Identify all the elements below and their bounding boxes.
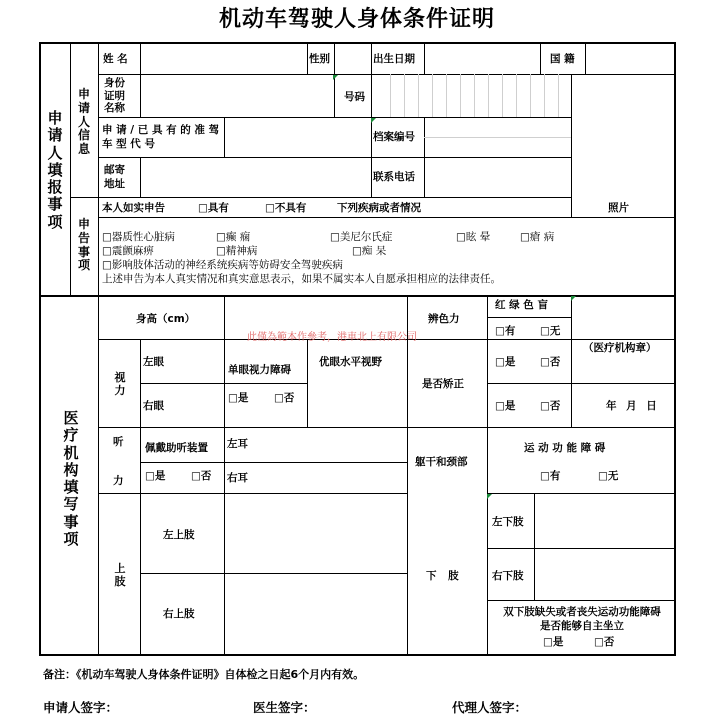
comment-marker [571, 296, 576, 301]
disease-hysteria-checkbox[interactable]: □瘡 病 [520, 231, 555, 243]
file-no-label: 档案编号 [373, 131, 415, 143]
disease-vertigo-checkbox[interactable]: □眩 晕 [456, 231, 491, 243]
medical-section-label: 医疗机构填写事项 [63, 409, 79, 548]
height-label: 身高（cm） [136, 313, 196, 325]
right-lower-limb-label: 右下肢 [492, 570, 524, 582]
left-ear-label: 左耳 [227, 438, 248, 450]
mono-vision-no-checkbox[interactable]: □否 [274, 392, 295, 404]
watermark: 此僅為範本作參考，港車北上有限公司 [247, 332, 417, 343]
declaration-text: 上述申告为本人真实情况和真实意思表示，如果不属实本人自愿承担相应的法律责任。 [102, 273, 501, 285]
declare-has-checkbox[interactable]: □具有 [198, 202, 229, 214]
corrected-label: 是否矫正 [422, 378, 464, 390]
right-upper-limb-label: 右上肢 [163, 608, 195, 620]
left-eye-label: 左眼 [143, 356, 164, 368]
hearing-label-2: 力 [113, 475, 124, 487]
disease-heart-checkbox[interactable]: □器质性心脏病 [102, 231, 175, 243]
date-label: 年 月 日 [606, 400, 657, 412]
name-label: 姓 名 [103, 53, 128, 65]
motor-have-checkbox[interactable]: □有 [540, 470, 561, 482]
sex-label: 性别 [309, 53, 330, 65]
medical-seal-label: （医疗机构章） [583, 342, 657, 354]
right-corrected-yes-checkbox[interactable]: □是 [495, 400, 516, 412]
declare-label: 申告事项 [77, 217, 90, 273]
comment-marker [333, 75, 338, 80]
right-corrected-no-checkbox[interactable]: □否 [540, 400, 561, 412]
applicant-signature-label: 申请人签字： [43, 700, 119, 715]
trunk-neck-label: 躯干和颈部 [415, 456, 468, 468]
id-number-label: 号码 [344, 91, 365, 103]
disease-dementia-checkbox[interactable]: □痴 呆 [352, 245, 387, 257]
disease-tremor-checkbox[interactable]: □震颤麻痹 [102, 245, 154, 257]
right-ear-label: 右耳 [227, 472, 248, 484]
color-blind-none-checkbox[interactable]: □无 [540, 325, 561, 337]
comment-marker [487, 494, 492, 499]
left-corrected-no-checkbox[interactable]: □否 [540, 356, 561, 368]
declare-line: 本人如实申告 [102, 202, 165, 214]
comment-marker [371, 118, 376, 123]
color-blind-label: 红 绿 色 盲 [495, 299, 548, 311]
address-label: 邮寄地址 [104, 164, 125, 191]
lower-loss-no-checkbox[interactable]: □否 [594, 636, 615, 648]
doctor-signature-label: 医生签字： [253, 700, 316, 715]
left-lower-limb-label: 左下肢 [492, 516, 524, 528]
id-doc-label: 身份证明名称 [104, 77, 125, 115]
upper-limb-label: 上肢 [114, 562, 126, 588]
dob-label: 出生日期 [373, 53, 415, 65]
color-blind-have-checkbox[interactable]: □有 [495, 325, 516, 337]
right-eye-label: 右眼 [143, 400, 164, 412]
left-upper-limb-label: 左上肢 [163, 529, 195, 541]
photo-label: 照片 [608, 202, 629, 214]
agent-signature-label: 代理人签字： [452, 700, 528, 715]
motor-none-checkbox[interactable]: □无 [598, 470, 619, 482]
disease-psychosis-checkbox[interactable]: □精神病 [216, 245, 258, 257]
disease-neuro-checkbox[interactable]: □影响肢体活动的神经系统疾病等妨碍安全驾驶疾病 [102, 259, 343, 271]
lower-loss-question: 双下肢缺失或者丧失运动功能障碍是否能够自主坐立 [503, 606, 661, 633]
applicant-info-label: 申请人信息 [77, 87, 90, 157]
left-corrected-yes-checkbox[interactable]: □是 [495, 356, 516, 368]
mono-vision-yes-checkbox[interactable]: □是 [228, 392, 249, 404]
page-title: 机动车驾驶人身体条件证明 [218, 7, 495, 32]
nationality-label: 国 籍 [550, 53, 575, 65]
vision-label: 视力 [114, 371, 126, 397]
phone-label: 联系电话 [373, 171, 415, 183]
applicant-section-label: 申请人填报事项 [47, 109, 63, 231]
disease-meniere-checkbox[interactable]: □美尼尔氏症 [330, 231, 393, 243]
validity-note: 备注：《机动车驾驶人身体条件证明》自体检之日起6个月内有效。 [43, 668, 365, 681]
hearing-aid-yes-checkbox[interactable]: □是 [145, 470, 166, 482]
hearing-aid-label: 佩戴助听装置 [145, 442, 208, 454]
motor-impair-label: 运 动 功 能 障 碍 [524, 442, 606, 454]
better-eye-field-label: 优眼水平视野 [319, 356, 382, 368]
declare-not-checkbox[interactable]: □不具有 [265, 202, 307, 214]
color-vision-label: 辨色力 [428, 313, 460, 325]
license-type-label: 申 请 / 已 具 有 的 准 驾 车 型 代 号 [102, 124, 220, 151]
declare-tail: 下列疾病或者情况 [337, 202, 421, 214]
lower-loss-yes-checkbox[interactable]: □是 [543, 636, 564, 648]
mono-vision-label: 单眼视力障碍 [228, 364, 291, 376]
hearing-aid-no-checkbox[interactable]: □否 [191, 470, 212, 482]
lower-limb-label: 下 肢 [426, 570, 459, 582]
hearing-label-1: 听 [113, 436, 124, 448]
disease-epilepsy-checkbox[interactable]: □癫 痫 [216, 231, 251, 243]
